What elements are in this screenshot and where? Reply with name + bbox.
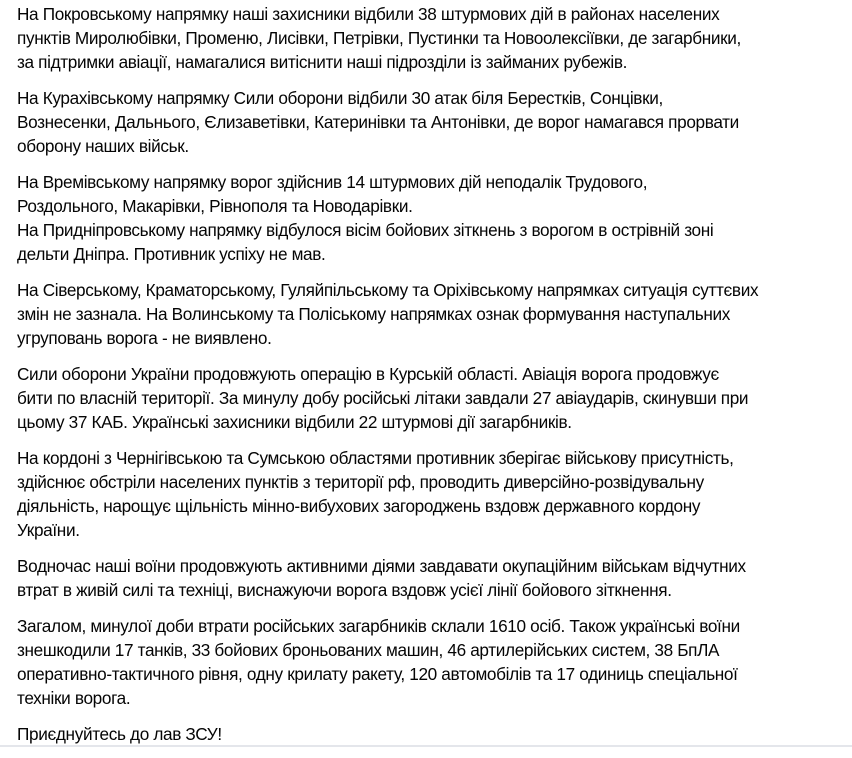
paragraph-call-to-action <box>17 722 847 746</box>
text-line: Роздольного, Макарівки, Рівнополя та Новодарівки. <box>17 196 413 216</box>
paragraph-losses-summary <box>17 614 847 710</box>
paragraph-vremivka-dnipro <box>17 170 847 266</box>
text-line: знешкодили 17 танків, 33 бойових броньованих машин, 46 артилерійських систем, 38 БпЛА <box>17 640 720 660</box>
text-line: На Покровському напрямку наші захисники відбили 38 штурмових дій в районах населених <box>17 4 720 24</box>
text-line: здійснює обстріли населених пунктів з території рф, проводить диверсійно-розвідувальну <box>17 472 704 492</box>
post-body <box>17 0 847 758</box>
text-line: На Придніпровському напрямку відбулося вісім бойових зіткнень з ворогом в острівній зоні <box>17 220 714 240</box>
text-line: змін не зазнала. На Волинському та Поліському напрямках ознак формування наступальних <box>17 304 731 324</box>
paragraph-ongoing-actions <box>17 554 847 602</box>
text-line: На кордоні з Чернігівською та Сумською областями противник зберігає військову присутність, <box>17 448 734 468</box>
text-line: угруповань ворога - не виявлено. <box>17 328 272 348</box>
text-line: техніки ворога. <box>17 688 131 708</box>
text-line: за підтримки авіації, намагалися витіснити наші підрозділи із займаних рубежів. <box>17 52 628 72</box>
text-line: пунктів Миролюбівки, Променю, Лисівки, Петрівки, Пустинки та Новоолексіївки, де загарбники, <box>17 28 741 48</box>
text-line: діяльність, нарощує щільність мінно-вибухових загороджень вздовж державного кордону <box>17 496 701 516</box>
text-line: Загалом, минулої доби втрати російських загарбників склали 1610 осіб. Також українські воїни <box>17 616 740 636</box>
text-line: оперативно-тактичного рівня, одну крилату ракету, 120 автомобілів та 17 одиниць спеціальної <box>17 664 738 684</box>
text-line: На Курахівському напрямку Сили оборони відбили 30 атак біля Берестків, Сонцівки, <box>17 88 663 108</box>
text-line: оборону наших військ. <box>17 136 189 156</box>
paragraph-kurakhove <box>17 86 847 158</box>
text-line: На Сіверському, Краматорському, Гуляйпільському та Оріхівському напрямках ситуація суттєвих <box>17 280 759 300</box>
text-line: Приєднуйтесь до лав ЗСУ! <box>17 724 222 744</box>
text-line: бити по власній території. За минулу добу російські літаки завдали 27 авіаударів, скинувши при <box>17 388 749 408</box>
text-line: України. <box>17 520 80 540</box>
text-line: Вознесенки, Дальнього, Єлизаветівки, Катеринівки та Антонівки, де ворог намагався прорвати <box>17 112 739 132</box>
text-line: втрат в живій силі та техніці, виснажуючи ворога вздовж усієї лінії бойового зіткнення. <box>17 580 672 600</box>
text-line: Водночас наші воїни продовжують активними діями завдавати окупаційним військам відчутних <box>17 556 746 576</box>
text-line: Сили оборони України продовжують операцію в Курській області. Авіація ворога продовжує <box>17 364 719 384</box>
paragraph-border <box>17 446 847 542</box>
text-line: На Времівському напрямку ворог здійснив 14 штурмових дій неподалік Трудового, <box>17 172 648 192</box>
paragraph-pokrovsk <box>17 0 847 74</box>
paragraph-kursk <box>17 362 847 434</box>
paragraph-other-directions <box>17 278 847 350</box>
text-line: цьому 37 КАБ. Українські захисники відбили 22 штурмові дії загарбників. <box>17 412 572 432</box>
text-line: дельти Дніпра. Противник успіху не мав. <box>17 244 326 264</box>
